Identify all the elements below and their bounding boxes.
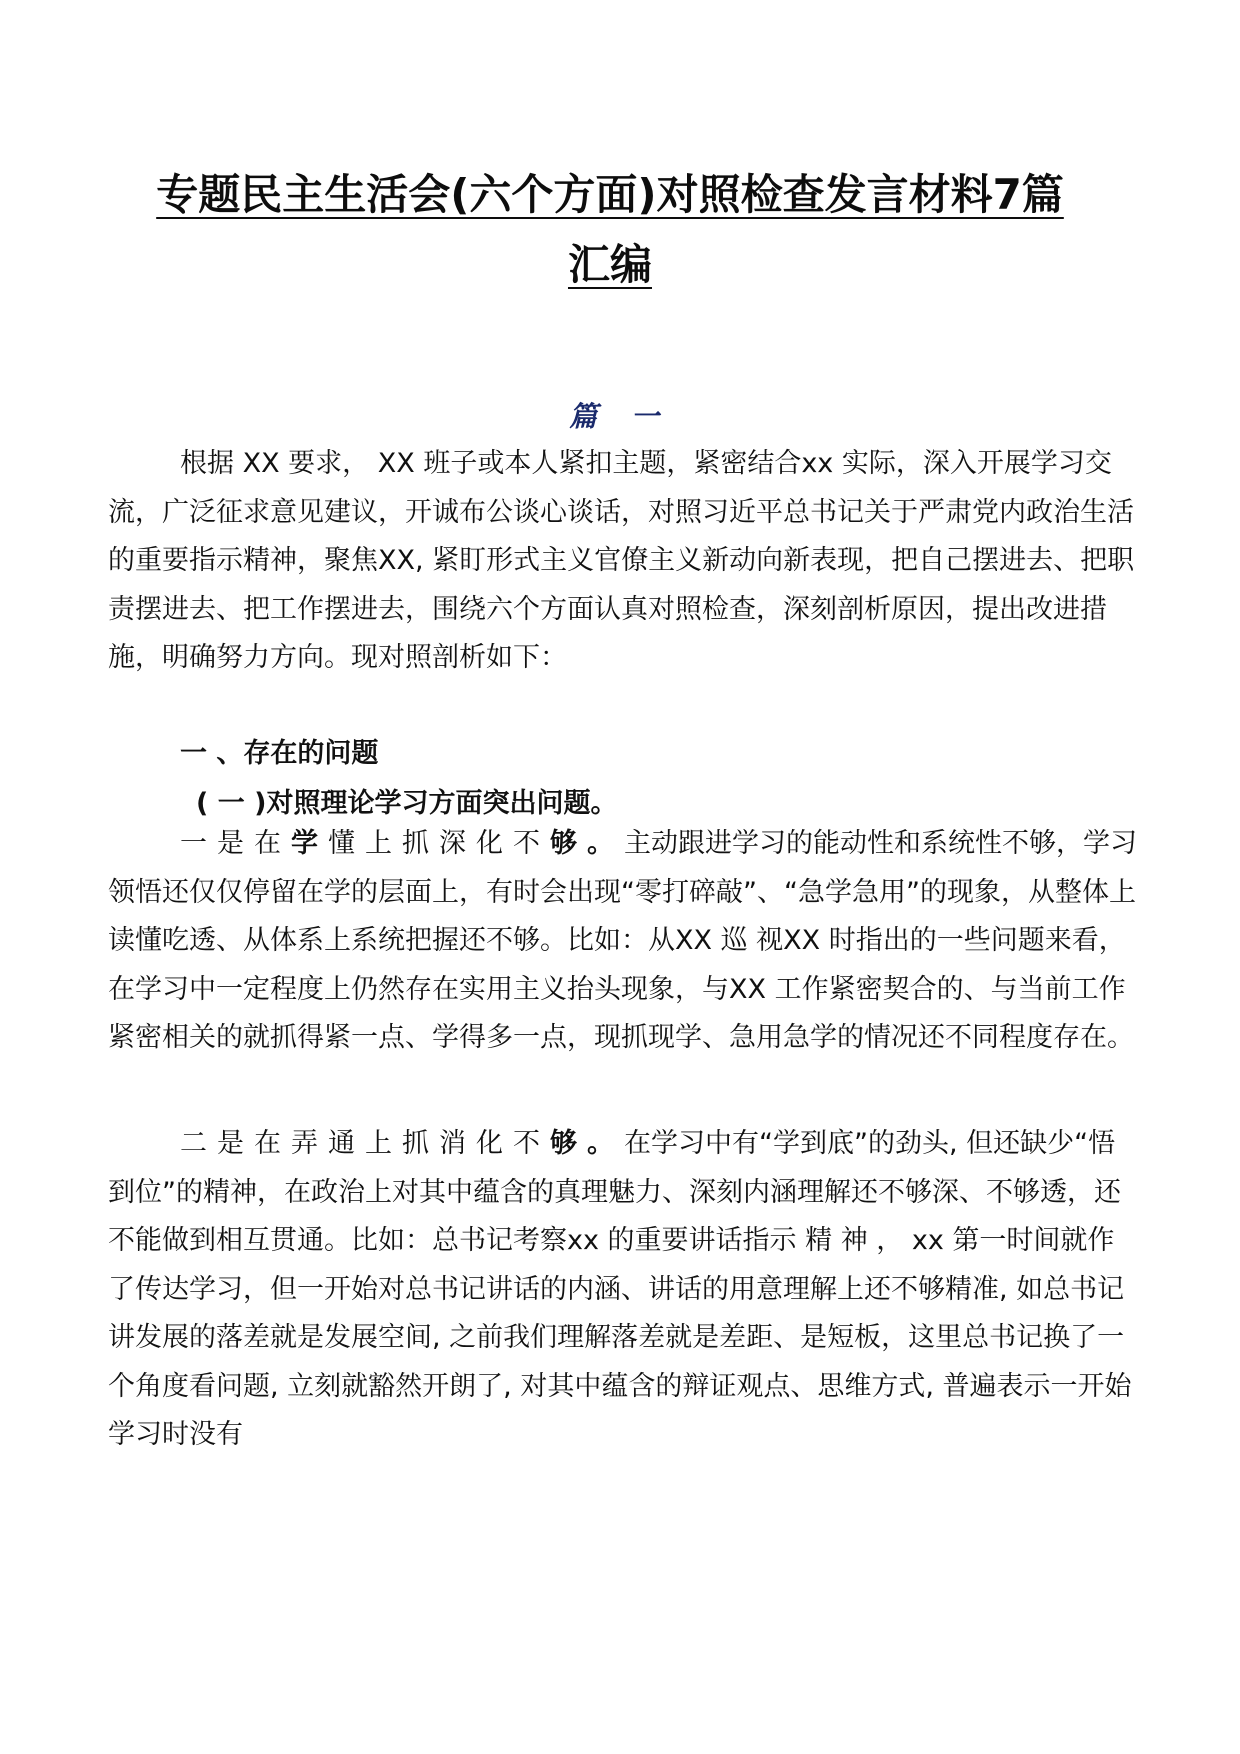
document-title (110, 160, 1110, 300)
heading-problems: 一 、存在的问题 (180, 738, 379, 769)
point-two-lead-b: 够。 (550, 1128, 624, 1159)
point-one-lead-a: 一是在 (180, 828, 291, 859)
point-one-lead-c: 懂上抓深化不 (328, 828, 550, 859)
point-one-lead-b: 学 (291, 828, 328, 859)
point-two-lead-a: 二是在弄通上抓消化不 (180, 1128, 550, 1159)
section-heading: 篇 一 (569, 400, 671, 433)
point-two-body: 在学习中有“学到底”的劲头, 但还缺少“悟到位”的精神，在政治上对其中蕴含的真理魅力、深刻内涵理解还不够深、不够透，还不能做到相互贯通。比如：总书记考察xx 的重要讲话指示 精 神 ， xx 第一时间就作了传达学习，但一开始对总书记讲话的内涵、讲话的用意理解上还不够精准, 如总书记讲发展的落差就是发展空间, 之前我们理解落差就是差距、是短板，这里总书记换了一个角度看问题, 立刻就豁然开朗了, 对其中蕴含的辩证观点、思维方式, 普遍表示一开始学习时没有 (108, 1128, 1132, 1450)
title-line-1: 专题民主生活会(六个方面)对照检查发言材料7篇 (156, 170, 1064, 219)
point-one-body: 主动跟进学习的能动性和系统性不够，学习领悟还仅仅停留在学的层面上，有时会出现“零打碎敲”、“急学急用”的现象，从整体上读懂吃透、从体系上系统把握还不够。比如：从XX 巡 视XX 时指出的一些问题来看，在学习中一定程度上仍然存在实用主义抬头现象，与XX 工作紧密契合的、与当前工作紧密相关的就抓得紧一点、学得多一点，现抓现学、急用急学的情况还不同程度存在。 (108, 828, 1137, 1053)
point-two-paragraph (108, 1120, 1138, 1460)
point-one-paragraph (108, 820, 1138, 1063)
title-line-2: 汇编 (567, 240, 652, 289)
heading-theory-study: ( 一 )对照理论学习方面突出问题。 (196, 788, 618, 819)
point-one-lead-d: 够。 (550, 828, 624, 859)
intro-paragraph: 根据 XX 要求， XX 班子或本人紧扣主题，紧密结合xx 实际，深入开展学习交流，广泛征求意见建议，开诚布公谈心谈话，对照习近平总书记关于严肃党内政治生活的重要指示精神，聚焦XX, 紧盯形式主义官僚主义新动向新表现，把自己摆进去、把职责摆进去、把工作摆进去，围绕六个方面认真对照检查，深刻剖析原因，提出改进措施，明确努力方向。现对照剖析如下： (108, 448, 1135, 673)
